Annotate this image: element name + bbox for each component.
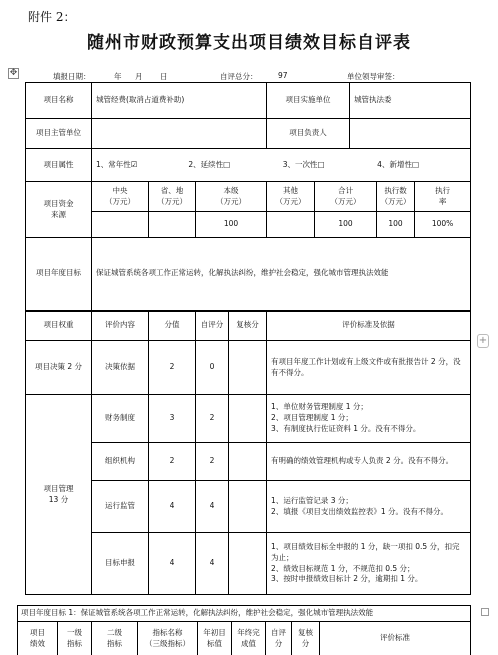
funding-total-value[interactable]: 100 xyxy=(315,212,377,238)
management-points: 4 xyxy=(149,533,196,595)
score-label: 自评总分： xyxy=(220,72,258,81)
eval-header-content: 评价内容 xyxy=(92,311,149,341)
management-review-score[interactable] xyxy=(229,481,267,533)
management-content: 组织机构 xyxy=(92,443,149,481)
project-impl-value[interactable]: 城管执法委 xyxy=(350,83,471,119)
management-review-score[interactable] xyxy=(229,395,267,443)
evaluation-table xyxy=(25,82,471,595)
management-group: 项目管理 13 分 xyxy=(26,395,92,595)
management-review-score[interactable] xyxy=(229,533,267,595)
fill-date-label: 填报日期： xyxy=(53,72,91,81)
project-name-value[interactable]: 城管经费(取消占道费补助) xyxy=(92,83,267,119)
annual-goal-label: 项目年度目标 xyxy=(26,238,92,311)
table-row xyxy=(26,533,471,595)
decision-content: 决策依据 xyxy=(92,341,149,395)
funding-executed-value[interactable]: 100 xyxy=(377,212,415,238)
table-row xyxy=(26,481,471,533)
funding-central-value[interactable] xyxy=(92,212,149,238)
eval-header-review: 复核分 xyxy=(229,311,267,341)
management-points: 4 xyxy=(149,481,196,533)
management-self-score[interactable]: 4 xyxy=(196,481,229,533)
table-row xyxy=(26,149,471,182)
leader-sign-label: 单位领导审签： xyxy=(347,72,400,81)
eval-header-points: 分值 xyxy=(149,311,196,341)
decision-group: 项目决策 2 分 xyxy=(26,341,92,395)
indicator-header-criteria: 评价标准 xyxy=(320,622,471,655)
funding-label: 项目资金 来源 xyxy=(26,182,92,238)
management-criteria: 1、项目绩效目标全申报的 1 分，缺一项扣 0.5 分，扣完为止； 2、绩效目标规范 1 分，不规范扣 0.5 分； 3、按时申报绩效目标计 2 分，逾期扣 1 分。 xyxy=(267,533,471,595)
management-content: 目标申报 xyxy=(92,533,149,595)
eval-header-criteria: 评价标准及依据 xyxy=(267,311,471,341)
funding-header-rate: 执行 率 xyxy=(415,182,471,212)
indicator-header-actual: 年终完 成值 xyxy=(232,622,266,655)
eval-header-self: 自评分 xyxy=(196,311,229,341)
fill-month: 月 xyxy=(135,72,143,81)
table-resize-handle-icon[interactable] xyxy=(481,608,489,616)
table-row xyxy=(26,443,471,481)
management-criteria: 1、运行监管记录 3 分； 2、填报《项目支出绩效监控表》1 分。没有不得分。 xyxy=(267,481,471,533)
project-name-label: 项目名称 xyxy=(26,83,92,119)
management-points: 2 xyxy=(149,443,196,481)
funding-header-province: 省、地 （万元） xyxy=(149,182,196,212)
management-content: 运行监管 xyxy=(92,481,149,533)
score-value: 97 xyxy=(278,71,288,80)
management-review-score[interactable] xyxy=(229,443,267,481)
decision-criteria: 有项目年度工作计划或有上级文件或有批报告计 2 分，没有不得分。 xyxy=(267,341,471,395)
table-row xyxy=(26,341,471,395)
funding-header-local: 本级 （万元） xyxy=(196,182,267,212)
attr-option-onetime[interactable]: 3、一次性□ xyxy=(282,159,325,169)
indicator-header-level1: 一级 指标 xyxy=(58,622,92,655)
funding-header-total: 合计 （万元） xyxy=(315,182,377,212)
add-column-icon[interactable]: + xyxy=(478,335,488,346)
management-self-score[interactable]: 2 xyxy=(196,443,229,481)
management-criteria: 1、单位财务管理制度 1 分； 2、项目管理制度 1 分； 3、有制度执行佐证资料 1 分。没有不得分。 xyxy=(267,395,471,443)
bottom-goal-line[interactable]: 项目年度目标 1：保证城管系统各项工作正常运转，化解执法纠纷，维护社会稳定，强化城市管理执法效能 xyxy=(18,606,471,622)
eval-header-weight: 项目权重 xyxy=(26,311,92,341)
attachment-label: 附件 2： xyxy=(28,10,76,24)
table-row xyxy=(26,238,471,311)
management-self-score[interactable]: 2 xyxy=(196,395,229,443)
project-owner-value[interactable] xyxy=(350,119,471,149)
table-row xyxy=(26,182,471,212)
attr-option-annual[interactable]: 1、常年性☑ xyxy=(96,159,138,169)
funding-rate-value[interactable]: 100% xyxy=(415,212,471,238)
funding-local-value[interactable]: 100 xyxy=(196,212,267,238)
decision-self-score[interactable]: 0 xyxy=(196,341,229,395)
project-impl-label: 项目实施单位 xyxy=(267,83,350,119)
attr-option-new[interactable]: 4、新增性□ xyxy=(377,159,420,169)
funding-header-central: 中央 （万元） xyxy=(92,182,149,212)
annual-goal-text[interactable]: 保证城管系统各项工作正常运转，化解执法纠纷，维护社会稳定，强化城市管理执法效能 xyxy=(92,238,471,311)
management-criteria: 有明确的绩效管理机构或专人负责 2 分。没有不得分。 xyxy=(267,443,471,481)
project-dept-label: 项目主管单位 xyxy=(26,119,92,149)
project-attr-label: 项目属性 xyxy=(26,149,92,182)
indicator-header-self: 自评 分 xyxy=(266,622,292,655)
table-move-handle-icon[interactable]: ✥ xyxy=(9,68,18,78)
table-row xyxy=(18,606,471,622)
funding-other-value[interactable] xyxy=(267,212,315,238)
funding-province-value[interactable] xyxy=(149,212,196,238)
management-self-score[interactable]: 4 xyxy=(196,533,229,595)
decision-review-score[interactable] xyxy=(229,341,267,395)
fill-year: 年 xyxy=(114,72,122,81)
project-owner-label: 项目负责人 xyxy=(267,119,350,149)
project-dept-value[interactable] xyxy=(92,119,267,149)
table-row xyxy=(26,119,471,149)
performance-indicator-table xyxy=(17,605,471,655)
management-content: 财务制度 xyxy=(92,395,149,443)
indicator-header-level2: 二级 指标 xyxy=(92,622,138,655)
funding-header-executed: 执行数 （万元） xyxy=(377,182,415,212)
project-attr-options xyxy=(92,149,471,182)
table-row xyxy=(26,212,471,238)
decision-points: 2 xyxy=(149,341,196,395)
table-row xyxy=(26,83,471,119)
page-title: 随州市财政预算支出项目绩效目标自评表 xyxy=(87,33,411,53)
indicator-header-name: 指标名称 （三级指标） xyxy=(138,622,198,655)
management-points: 3 xyxy=(149,395,196,443)
attr-option-continuing[interactable]: 2、延续性□ xyxy=(188,159,231,169)
table-row xyxy=(26,395,471,443)
funding-header-other: 其他 （万元） xyxy=(267,182,315,212)
indicator-header-project: 项目 绩效 xyxy=(18,622,58,655)
table-row xyxy=(26,311,471,341)
indicator-header-review: 复核 分 xyxy=(292,622,320,655)
table-row xyxy=(18,622,471,655)
indicator-header-target: 年初目 标值 xyxy=(198,622,232,655)
fill-day: 日 xyxy=(160,72,168,81)
